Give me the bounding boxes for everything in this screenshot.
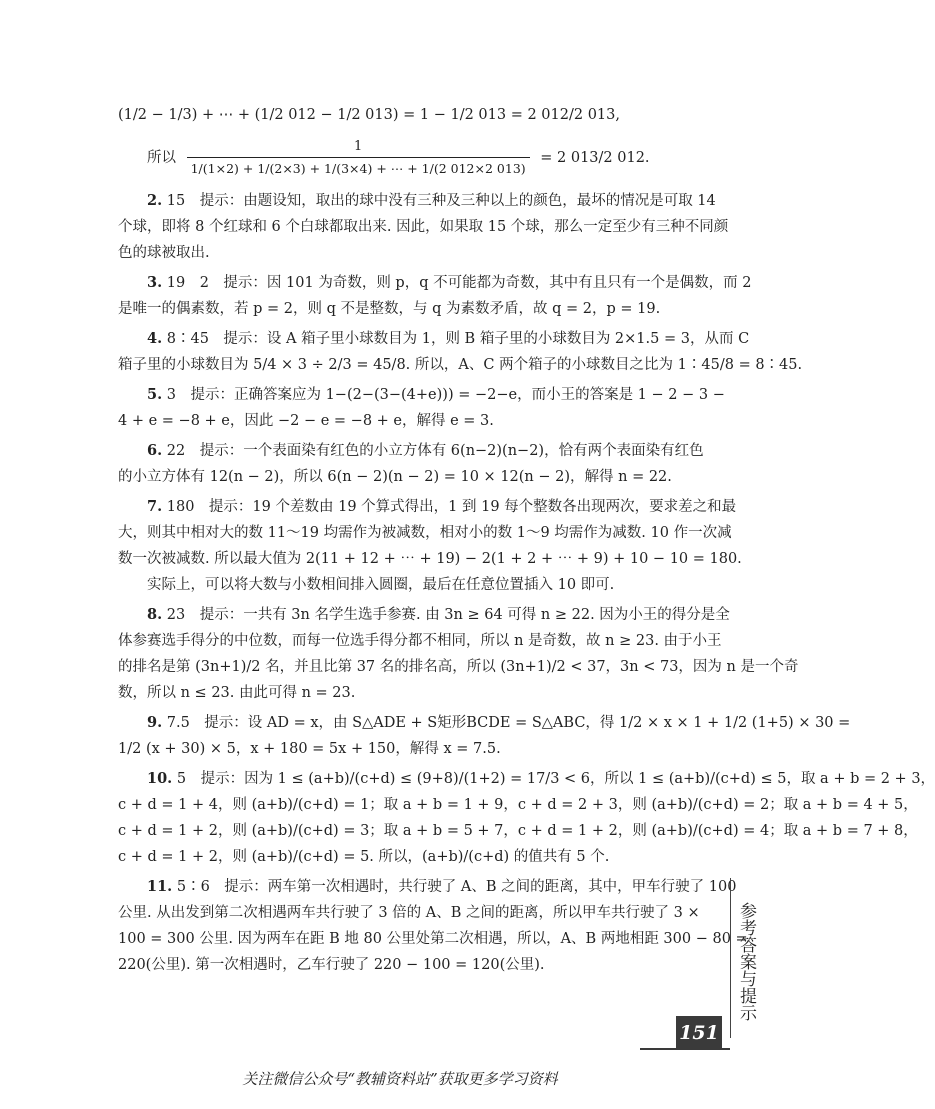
answer-line <box>118 214 729 240</box>
continued-equation-text: (1/2 − 1/3) + ⋯ + (1/2 012 − 1/2 013) = 1 − 1/2 013 = 2 012/2 013, <box>118 107 620 123</box>
answer-line <box>118 572 718 598</box>
answer-line <box>118 874 737 900</box>
answer-line <box>118 326 750 352</box>
answer-line <box>118 188 718 214</box>
answer-line <box>118 926 748 952</box>
answer-line <box>118 654 799 680</box>
answer-text: 大，则其中相对大的数 11～19 均需作为被减数，相对小的数 1～9 均需作为减数. 10 作一次减 <box>118 525 732 541</box>
answer-number: 8. <box>147 606 163 623</box>
answer-number: 6. <box>147 442 163 459</box>
answer-number: 11. <box>147 878 173 895</box>
answer-text: 15 提示：由题设知，取出的球中没有三种及三种以上的颜色，最坏的情况是可取 14 <box>166 193 716 209</box>
answer-text: 是唯一的偶素数，若 p = 2，则 q 不是整数，与 q 为素数矛盾，故 q = 2，p = 19. <box>118 301 661 317</box>
answer-number: 2. <box>147 192 163 209</box>
answer-line <box>118 520 732 546</box>
answer-number: 5. <box>147 386 163 403</box>
answer-text: 19 2 提示：因 101 为奇数，则 p，q 不可能都为奇数，其中有且只有一个是偶数，而 2 <box>166 275 752 291</box>
answer-item <box>118 438 718 490</box>
answer-text: 5 提示：因为 1 ≤ (a+b)/(c+d) ≤ (9+8)/(1+2) = 17/3 < 6，所以 1 ≤ (a+b)/(c+d) ≤ 5，取 a + b = 2 + 3， <box>176 771 935 787</box>
answer-text: 箱子里的小球数目为 5/4 × 3 ÷ 2/3 = 45/8. 所以，A、C 两个箱子的小球数目之比为 1∶45/8 = 8∶45. <box>118 357 803 373</box>
answer-text: 的排名是第 (3n+1)/2 名，并且比第 37 名的排名高，所以 (3n+1)/2 < 37，3n < 73，因为 n 是一个奇 <box>118 659 799 675</box>
answer-text: 22 提示：一个表面染有红色的小立方体有 6(n−2)(n−2)，恰有两个表面染有红色 <box>166 443 704 459</box>
answer-item <box>118 382 725 434</box>
answer-item <box>118 326 803 378</box>
answer-text: 23 提示：一共有 3n 名学生选手参赛. 由 3n ≥ 64 可得 n ≥ 22. 因为小王的得分是全 <box>166 607 730 623</box>
answer-line <box>118 844 718 870</box>
answer-number: 7. <box>147 498 163 515</box>
answer-item <box>118 766 935 870</box>
answer-item <box>118 874 748 978</box>
answer-text: 180 提示：19 个差数由 19 个算式得出，1 到 19 每个整数各出现两次，要求差之和最 <box>166 499 737 515</box>
answer-item <box>118 270 752 322</box>
big-fraction <box>187 139 530 178</box>
answer-line <box>118 408 718 434</box>
answer-text: 的小立方体有 12(n − 2)，所以 6(n − 2)(n − 2) = 10 × 12(n − 2)，解得 n = 22. <box>118 469 672 485</box>
answer-text: c + d = 1 + 2，则 (a+b)/(c+d) = 3；取 a + b = 5 + 7，c + d = 1 + 2，则 (a+b)/(c+d) = 4；取 a + b = 7 + 8， <box>118 823 918 839</box>
answer-text: 1/2 (x + 30) × 5，x + 180 = 5x + 150，解得 x = 7.5. <box>118 741 501 757</box>
answer-text: c + d = 1 + 2，则 (a+b)/(c+d) = 5. 所以，(a+b)/(c+d) 的值共有 5 个. <box>118 849 610 865</box>
sidebar-label: 参考答案与提示 <box>736 902 756 1021</box>
answer-line <box>118 602 730 628</box>
answer-text: 220(公里). 第一次相遇时，乙车行驶了 220 − 100 = 120(公里). <box>118 957 545 973</box>
answer-text: 3 提示：正确答案应为 1−(2−(3−(4+e))) = −2−e，而小王的答案是 1 − 2 − 3 − <box>166 387 725 403</box>
answer-text: 体参赛选手得分的中位数，而每一位选手得分都不相同，所以 n 是奇数，故 n ≥ 23. 由于小王 <box>118 633 722 649</box>
answer-item <box>118 188 729 266</box>
answer-line <box>118 792 918 818</box>
answer-line <box>118 464 718 490</box>
answer-line <box>118 766 935 792</box>
big-fraction-numerator: 1 <box>187 139 530 158</box>
answer-item <box>118 602 799 706</box>
answer-text: 数一次被减数. 所以最大值为 2(11 + 12 + ⋯ + 19) − 2(1 + 2 + ⋯ + 9) + 10 − 10 = 180. <box>118 551 742 567</box>
answer-text: 7.5 提示：设 AD = x，由 S△ADE + S矩形BCDE = S△ABC，得 1/2 × x × 1 + 1/2 (1+5) × 30 = <box>166 715 851 731</box>
answer-number: 4. <box>147 330 163 347</box>
answer-text: 数，所以 n ≤ 23. 由此可得 n = 23. <box>118 685 356 701</box>
answer-text: 个球，即将 8 个红球和 6 个白球都取出来. 因此，如果取 15 个球，那么一定至少有三种不同颜 <box>118 219 729 235</box>
answer-number: 3. <box>147 274 163 291</box>
conclusion-prefix: 所以 <box>147 150 176 166</box>
answer-item <box>118 494 742 598</box>
answer-number: 10. <box>147 770 173 787</box>
answer-text: 公里. 从出发到第二次相遇两车共行驶了 3 倍的 A、B 之间的距离，所以甲车共行驶了 3 × <box>118 905 700 921</box>
continued-equation <box>118 98 718 132</box>
answer-line <box>118 240 718 266</box>
answer-line <box>118 494 737 520</box>
answer-line <box>118 680 718 706</box>
answer-text: 色的球被取出. <box>118 245 210 261</box>
answer-text: 4 + e = −8 + e，因此 −2 − e = −8 + e，解得 e = 3. <box>118 413 494 429</box>
answer-text: c + d = 1 + 4，则 (a+b)/(c+d) = 1；取 a + b = 1 + 9，c + d = 2 + 3，则 (a+b)/(c+d) = 2；取 a + b = 4 + 5， <box>118 797 918 813</box>
answer-line <box>118 352 803 378</box>
answer-line <box>118 900 718 926</box>
conclusion-equation <box>118 132 718 184</box>
answer-item <box>118 710 851 762</box>
answer-line <box>118 296 718 322</box>
answer-text: 100 = 300 公里. 因为两车在距 B 地 80 公里处第二次相遇，所以，A、B 两地相距 300 − 80 = <box>118 931 748 947</box>
answer-line <box>118 382 725 408</box>
answer-line <box>118 270 752 296</box>
answer-text: 8∶45 提示：设 A 箱子里小球数目为 1，则 B 箱子里的小球数目为 2×1.5 = 3，从而 C <box>166 331 750 347</box>
footer-note: 关注微信公众号“教辅资料站”获取更多学习资料 <box>242 1070 558 1088</box>
answer-line <box>118 628 722 654</box>
answer-line <box>118 952 718 978</box>
answer-line <box>118 736 718 762</box>
answer-line <box>118 710 851 736</box>
answer-text: 实际上，可以将大数与小数相间排入圆圈，最后在任意位置插入 10 即可. <box>147 577 615 593</box>
answer-line <box>118 438 718 464</box>
answer-number: 9. <box>147 714 163 731</box>
answer-line <box>118 546 742 572</box>
answer-text: 5∶6 提示：两车第一次相遇时，共行驶了 A、B 之间的距离，其中，甲车行驶了 100 <box>176 879 737 895</box>
big-fraction-denominator: 1/(1×2) + 1/(2×3) + 1/(3×4) + ⋯ + 1/(2 012×2 013) <box>190 160 526 176</box>
conclusion-result: = 2 013/2 012. <box>540 150 650 166</box>
answer-line <box>118 818 918 844</box>
page-number: 151 <box>676 1016 722 1050</box>
